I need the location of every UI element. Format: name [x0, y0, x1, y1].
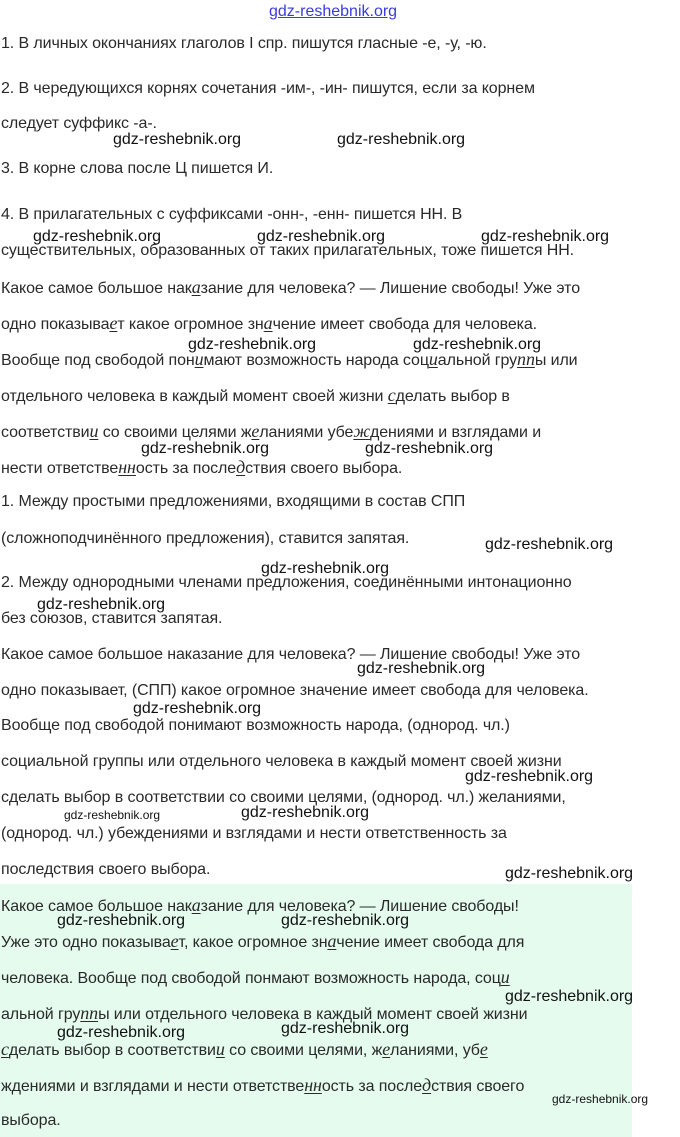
watermark: gdz-reshebnik.org [57, 1024, 186, 1041]
text-line: социальной группы или отдельного человека в каждый момент своей жизни [1, 753, 562, 770]
marked-letter: а [263, 313, 273, 333]
text-line: Какое самое большое наказание для человека? — Лишение свободы! Уже это [1, 277, 580, 297]
answer-line: человека. Вообще под свободой понмают возможность народа, соци [1, 967, 510, 987]
watermark: gdz-reshebnik.org [552, 1092, 649, 1106]
watermark: gdz-reshebnik.org [257, 228, 386, 245]
marked-letter: с [1, 1039, 9, 1059]
rule-line: следует суффикс -а-. [1, 115, 157, 132]
marked-letter: и [215, 1039, 225, 1059]
marked-letter: д [236, 457, 246, 477]
marked-letter: е [479, 1039, 488, 1059]
watermark: gdz-reshebnik.org [261, 560, 390, 577]
text-line: отдельного человека в каждый момент своей жизни сделать выбор в [1, 385, 510, 405]
answer-line: ждениями и взглядами и нести ответственность за последствия своего [1, 1075, 525, 1095]
watermark: gdz-reshebnik.org [241, 804, 370, 821]
text-line: нести ответственность за последствия своего выбора. [1, 457, 403, 477]
text-line: (однород. чл.) убеждениями и взглядами и нести ответственность за [1, 825, 507, 842]
marked-letter: пп [80, 1003, 99, 1023]
marked-letter: и [428, 349, 438, 369]
answer-line: выбора. [1, 1112, 61, 1129]
text-line: Вообще под свободой понимают возможность народа социальной группы или [1, 349, 578, 369]
rule-line: 4. В прилагательных с суффиксами -онн-, -енн- пишется НН. В [1, 206, 463, 223]
rule-line: существительных, образованных от таких прилагательных, тоже пишется НН. [1, 242, 574, 259]
watermark-link[interactable]: gdz-reshebnik.org [269, 3, 398, 20]
watermark: gdz-reshebnik.org [485, 536, 614, 553]
rule-line: 2. Между однородными членами предложения, соединёнными интонационно [1, 574, 572, 591]
watermark: gdz-reshebnik.org [133, 700, 262, 717]
text-line: одно показывает какое огромное значение имеет свобода для человека. [1, 313, 538, 333]
marked-letter: и [500, 967, 510, 987]
watermark: gdz-reshebnik.org [64, 808, 161, 822]
answer-line: сделать выбор в соответствии со своими целями, желаниями, убе [1, 1039, 488, 1059]
text-line: Вообще под свободой понимают возможность народа, (однород. чл.) [1, 717, 510, 734]
watermark: gdz-reshebnik.org [357, 660, 486, 677]
rule-line: 2. В чередующихся корнях сочетания -им-, -ин- пишутся, если за корнем [1, 80, 535, 97]
marked-letter: а [191, 895, 201, 915]
marked-letter: пп [517, 349, 535, 369]
text-line: соответствии со своими целями желаниями убеждениями и взглядами и [1, 421, 542, 441]
marked-letter: нн [118, 457, 136, 477]
watermark: gdz-reshebnik.org [505, 988, 634, 1005]
watermark: gdz-reshebnik.org [141, 440, 270, 457]
rule-line: без союзов, ставится запятая. [1, 610, 223, 627]
watermark: gdz-reshebnik.org [413, 336, 542, 353]
watermark: gdz-reshebnik.org [337, 131, 466, 148]
watermark: gdz-reshebnik.org [281, 1020, 410, 1037]
marked-letter: е [170, 931, 179, 951]
marked-letter: д [422, 1075, 432, 1095]
rule-line: (сложноподчинённого предложения), ставится запятая. [1, 530, 410, 547]
marked-letter: и [194, 349, 204, 369]
rule-line: 3. В корне слова после Ц пишется И. [1, 160, 274, 177]
answer-line: Уже это одно показывает, какое огромное значение имеет свобода для [1, 931, 525, 951]
marked-letter: а [191, 277, 201, 297]
rule-line: 1. Между простыми предложениями, входящими в состав СПП [1, 493, 466, 510]
answer-line: альной группы или отдельного человека в каждый момент своей жизни [1, 1003, 528, 1023]
text-line: одно показывает, (СПП) какое огромное значение имеет свобода для человека. [1, 682, 589, 699]
watermark: gdz-reshebnik.org [365, 440, 494, 457]
watermark: gdz-reshebnik.org [113, 131, 242, 148]
watermark: gdz-reshebnik.org [465, 768, 594, 785]
watermark: gdz-reshebnik.org [281, 912, 410, 929]
text-line: Какое самое большое наказание для человека? — Лишение свободы! Уже это [1, 646, 581, 663]
marked-letter: а [327, 931, 337, 951]
watermark: gdz-reshebnik.org [33, 228, 162, 245]
watermark: gdz-reshebnik.org [505, 865, 634, 882]
watermark: gdz-reshebnik.org [37, 596, 166, 613]
text-line: последствия своего выбора. [1, 861, 211, 878]
marked-letter: и [89, 421, 99, 441]
marked-letter: е [251, 421, 260, 441]
answer-line: Какое самое большое наказание для человека? — Лишение свободы! [1, 895, 519, 915]
watermark: gdz-reshebnik.org [481, 228, 610, 245]
marked-letter: ж [353, 421, 370, 441]
watermark: gdz-reshebnik.org [188, 336, 317, 353]
text-line: сделать выбор в соответствии со своими целями, (однород. чл.) желаниями, [1, 789, 566, 806]
marked-letter: нн [304, 1075, 322, 1095]
marked-letter: е [109, 313, 118, 333]
watermark: gdz-reshebnik.org [57, 912, 186, 929]
rule-line: 1. В личных окончаниях глаголов I спр. пишутся гласные -е, -у, -ю. [1, 35, 487, 52]
marked-letter: с [387, 385, 396, 405]
marked-letter: е [382, 1039, 391, 1059]
